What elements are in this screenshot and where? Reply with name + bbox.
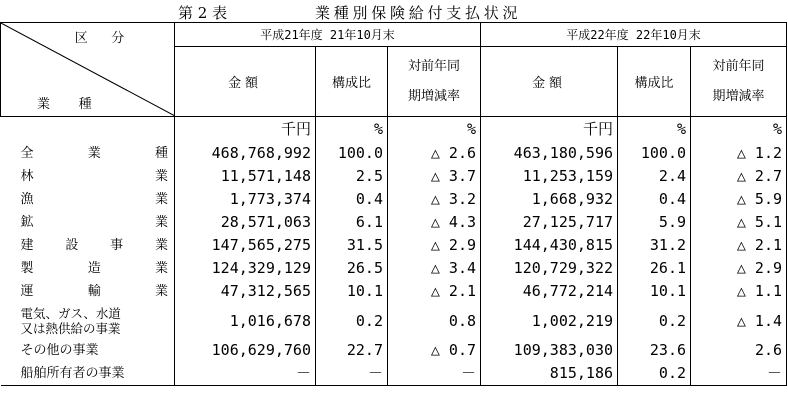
value-cell: 31.5 bbox=[316, 234, 388, 257]
value-cell: － bbox=[691, 362, 787, 386]
value-cell: 10.1 bbox=[618, 280, 691, 303]
table-number: 第 2 表 bbox=[178, 4, 228, 22]
table-row bbox=[1, 257, 787, 280]
industry-label: 船舶所有者の事業 bbox=[1, 362, 175, 386]
value-cell: 0.2 bbox=[316, 303, 388, 339]
industry-label: 建 設 事 業 bbox=[1, 234, 175, 257]
value-cell: 23.6 bbox=[618, 339, 691, 362]
unit-cell: % bbox=[388, 117, 481, 143]
value-cell: 100.0 bbox=[618, 142, 691, 165]
value-cell: － bbox=[316, 362, 388, 386]
col-change: 対前年同 期増減率 bbox=[388, 47, 481, 117]
unit-cell: % bbox=[618, 117, 691, 143]
table-row bbox=[1, 165, 787, 188]
col-ratio: 構成比 bbox=[316, 47, 388, 117]
value-cell: 0.4 bbox=[618, 188, 691, 211]
value-cell: △ 5.9 bbox=[691, 188, 787, 211]
value-cell: △ 5.1 bbox=[691, 211, 787, 234]
unit-cell: 千円 bbox=[481, 117, 618, 143]
value-cell: 0.2 bbox=[618, 303, 691, 339]
benefits-table bbox=[0, 22, 787, 386]
value-cell: △ 2.1 bbox=[388, 280, 481, 303]
value-cell: 463,180,596 bbox=[481, 142, 618, 165]
value-cell: 0.4 bbox=[316, 188, 388, 211]
value-cell: 27,125,717 bbox=[481, 211, 618, 234]
value-cell: △ 3.4 bbox=[388, 257, 481, 280]
value-cell: 124,329,129 bbox=[211, 259, 311, 277]
table-row bbox=[1, 211, 787, 234]
value-cell: 0.2 bbox=[618, 362, 691, 386]
value-cell: △ 2.6 bbox=[388, 142, 481, 165]
col-change: 対前年同 期増減率 bbox=[691, 47, 787, 117]
table-row bbox=[1, 280, 787, 303]
unit-row bbox=[1, 117, 787, 143]
table-row bbox=[1, 339, 787, 362]
industry-label: 製 造 業 bbox=[1, 257, 175, 280]
industry-label: 電気、ガス、水道 又は熱供給の事業 bbox=[1, 303, 175, 339]
value-cell: △ 3.7 bbox=[388, 165, 481, 188]
table-row bbox=[1, 188, 787, 211]
col-ratio: 構成比 bbox=[618, 47, 691, 117]
table-row bbox=[1, 142, 787, 165]
corner-header bbox=[1, 23, 175, 117]
unit-cell: 千円 bbox=[280, 120, 311, 138]
period-header-2010: 平成22年度 22年10月末 bbox=[481, 23, 787, 47]
value-cell: 1,002,219 bbox=[481, 303, 618, 339]
table-title bbox=[0, 0, 788, 22]
industry-label: 運 輸 業 bbox=[1, 280, 175, 303]
value-cell: 6.1 bbox=[316, 211, 388, 234]
value-cell: 31.2 bbox=[618, 234, 691, 257]
value-cell: 120,729,322 bbox=[481, 257, 618, 280]
value-cell: 100.0 bbox=[316, 142, 388, 165]
value-cell: △ 2.9 bbox=[388, 234, 481, 257]
value-cell: 0.8 bbox=[388, 303, 481, 339]
corner-top-label: 区 分 bbox=[74, 31, 132, 46]
industry-label: 全 業 種 bbox=[1, 142, 175, 165]
industry-label: 鉱 業 bbox=[1, 211, 175, 234]
value-cell: △ 1.4 bbox=[691, 303, 787, 339]
industry-label: その他の事業 bbox=[1, 339, 175, 362]
table-row bbox=[1, 234, 787, 257]
value-cell: 2.6 bbox=[691, 339, 787, 362]
value-cell: 26.5 bbox=[316, 257, 388, 280]
value-cell: 1,668,932 bbox=[481, 188, 618, 211]
industry-label: 漁 業 bbox=[1, 188, 175, 211]
table-row bbox=[1, 362, 787, 386]
value-cell: 26.1 bbox=[618, 257, 691, 280]
value-cell: △ 2.1 bbox=[691, 234, 787, 257]
value-cell: 11,253,159 bbox=[481, 165, 618, 188]
value-cell: 144,430,815 bbox=[481, 234, 618, 257]
corner-bottom-label: 業 種 bbox=[37, 97, 103, 112]
value-cell: △ 4.3 bbox=[388, 211, 481, 234]
period-header-2009: 平成21年度 21年10月末 bbox=[175, 23, 481, 47]
value-cell: 468,768,992 bbox=[211, 144, 311, 162]
value-cell: － bbox=[175, 362, 316, 386]
value-cell: △ 0.7 bbox=[388, 339, 481, 362]
value-cell: 2.4 bbox=[618, 165, 691, 188]
table-heading: 業種別保険給付支払状況 bbox=[315, 4, 522, 22]
unit-cell: % bbox=[316, 117, 388, 143]
industry-label: 林 業 bbox=[1, 165, 175, 188]
value-cell: △ 3.2 bbox=[388, 188, 481, 211]
value-cell: 2.5 bbox=[316, 165, 388, 188]
value-cell: 28,571,063 bbox=[220, 213, 311, 231]
value-cell: 815,186 bbox=[481, 362, 618, 386]
table-row bbox=[1, 303, 787, 339]
value-cell: △ 2.7 bbox=[691, 165, 787, 188]
col-amount: 金額 bbox=[481, 47, 618, 117]
value-cell: － bbox=[388, 362, 481, 386]
value-cell: 1,773,374 bbox=[229, 190, 311, 208]
value-cell: △ 1.2 bbox=[691, 142, 787, 165]
col-amount: 金額 bbox=[175, 47, 316, 117]
value-cell: 22.7 bbox=[316, 339, 388, 362]
value-cell: △ 1.1 bbox=[691, 280, 787, 303]
value-cell: 106,629,760 bbox=[211, 341, 311, 359]
value-cell: 147,565,275 bbox=[211, 236, 311, 254]
value-cell: △ 2.9 bbox=[691, 257, 787, 280]
value-cell: 109,383,030 bbox=[481, 339, 618, 362]
value-cell: 1,016,678 bbox=[229, 311, 311, 330]
unit-cell: % bbox=[691, 117, 787, 143]
value-cell: 46,772,214 bbox=[481, 280, 618, 303]
value-cell: 10.1 bbox=[316, 280, 388, 303]
value-cell: 11,571,148 bbox=[220, 167, 311, 185]
value-cell: 47,312,565 bbox=[220, 282, 311, 300]
value-cell: 5.9 bbox=[618, 211, 691, 234]
